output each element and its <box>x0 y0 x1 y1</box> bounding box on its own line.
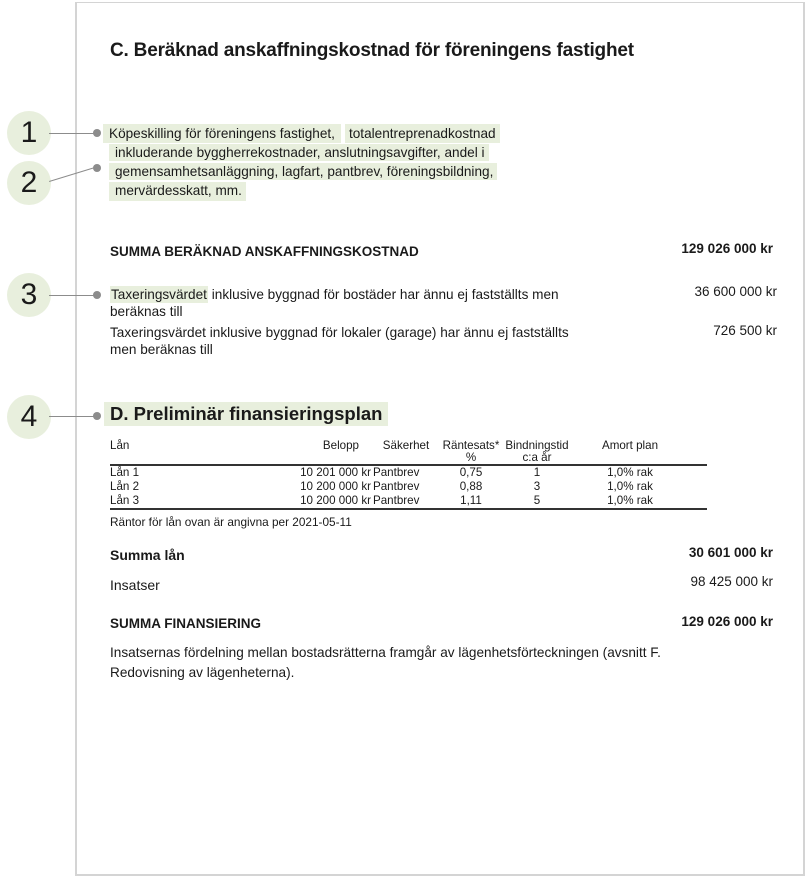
description-line-3: gemensamhetsanläggning, lagfart, pantbrev, föreningsbildning, <box>109 163 497 180</box>
leader-dot-3 <box>93 291 101 299</box>
table-row: Lån 2 10 200 000 kr Pantbrev 0,88 3 1,0% rak <box>110 480 653 493</box>
leader-line-1 <box>49 133 95 134</box>
leader-line-4 <box>49 416 95 417</box>
insatser-label: Insatser <box>110 577 160 593</box>
callout-4: 4 <box>7 395 51 439</box>
table-row: Lån 3 10 200 000 kr Pantbrev 1,11 5 1,0% rak <box>110 494 707 509</box>
summa-lan-value: 30 601 000 kr <box>688 545 773 560</box>
summa-finansiering-value: 129 026 000 kr <box>681 614 773 629</box>
highlight-taxeringsvardet: Taxeringsvärdet <box>111 287 207 302</box>
header-lan: Lån <box>110 439 130 452</box>
acquisition-description <box>103 124 500 200</box>
loan-table-header <box>110 440 707 465</box>
highlight-purchase-price: Köpeskilling för föreningens fastighet, <box>103 124 341 143</box>
callout-3: 3 <box>7 273 51 317</box>
section-d-title: D. Preliminär finansieringsplan <box>104 402 388 426</box>
tax-value-garage-value: 726 500 kr <box>713 323 777 338</box>
leader-dot-2 <box>93 164 101 172</box>
leader-line-3 <box>49 295 95 296</box>
description-line-4: mervärdesskatt, mm. <box>109 182 246 201</box>
total-acquisition-value: 129 026 000 kr <box>681 241 773 256</box>
callout-1: 1 <box>7 111 51 155</box>
table-row: Lån 1 10 201 000 kr Pantbrev 0,75 1 1,0% rak <box>110 466 653 479</box>
summa-finansiering-label: SUMMA FINANSIERING <box>110 616 261 631</box>
leader-dot-1 <box>93 129 101 137</box>
tax-value-residential-value: 36 600 000 kr <box>694 284 777 299</box>
total-acquisition-label: SUMMA BERÄKNAD ANSKAFFNINGSKOSTNAD <box>110 244 419 259</box>
callout-2: 2 <box>7 161 51 205</box>
header-sakerhet: Säkerhet <box>382 439 430 452</box>
header-bindningstid: Bindningstid c:a år <box>505 439 569 464</box>
insatser-footnote: Insatsernas fördelning mellan bostadsrätterna framgår av lägenhetsförteckningen (avsnitt F. Redovisning av lägenheterna). <box>110 645 661 680</box>
header-belopp: Belopp <box>322 439 359 452</box>
description-line-1 <box>103 124 500 143</box>
header-rantesats: Räntesats* % <box>442 439 500 464</box>
section-c-title: C. Beräknad anskaffningskostnad för föreningens fastighet <box>110 40 634 61</box>
loan-table <box>110 440 707 510</box>
tax-value-garage-text: Taxeringsvärdet inklusive byggnad för lokaler (garage) har ännu ej fastställts men beräknas till <box>110 325 569 357</box>
description-line-2: inkluderande byggherrekostnader, anslutningsavgifter, andel i <box>109 144 489 161</box>
interest-rate-note: Räntor för lån ovan är angivna per 2021-05-11 <box>110 515 352 529</box>
leader-dot-4 <box>93 412 101 420</box>
highlight-contract-cost: totalentreprenadkostnad <box>345 124 500 143</box>
summa-lan-label: Summa lån <box>110 547 185 563</box>
header-amort-plan: Amort plan <box>601 439 659 452</box>
insatser-value: 98 425 000 kr <box>690 574 773 589</box>
tax-value-residential-text: Taxeringsvärdet inklusive byggnad för bostäder har ännu ej fastställts men beräknas till <box>110 287 559 319</box>
